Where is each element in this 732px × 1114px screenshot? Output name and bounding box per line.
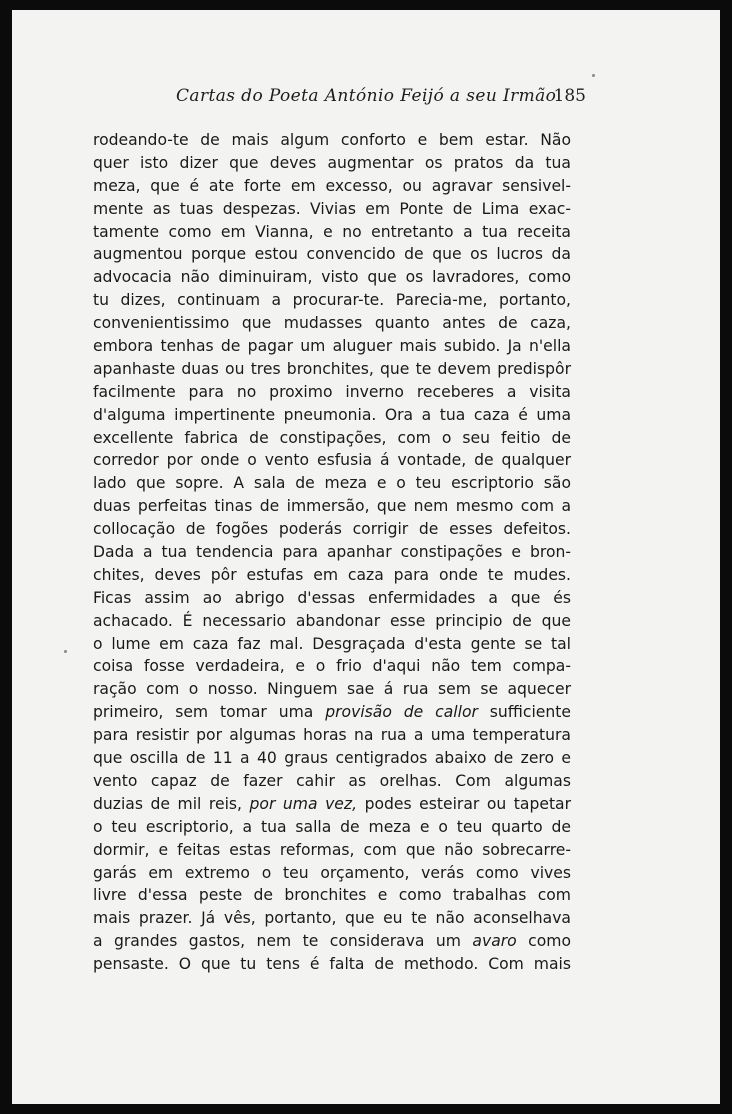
text-segment: excellente fabrica de constipações, com o seu feitio de	[93, 428, 571, 447]
text-segment: vento capaz de fazer cahir as orelhas. Com algumas	[93, 771, 571, 790]
text-line	[93, 862, 571, 885]
text-line	[93, 564, 571, 587]
running-header	[96, 86, 586, 116]
text-line	[93, 724, 571, 747]
text-segment: ração com o nosso. Ninguem sae á rua sem se aquecer	[93, 680, 571, 699]
text-line	[93, 427, 571, 450]
text-segment: primeiro, sem tomar uma	[93, 703, 326, 722]
text-segment: para resistir por algumas horas na rua a uma temperatura	[93, 726, 571, 745]
paper-speck	[592, 74, 595, 77]
text-segment: chites, deves pôr estufas em caza para onde te mudes.	[93, 565, 571, 584]
text-line	[93, 472, 571, 495]
text-segment: advocacia não diminuiram, visto que os lavradores, como	[93, 268, 571, 287]
text-segment: a grandes gastos, nem te considerava um	[93, 932, 473, 951]
text-line	[93, 381, 571, 404]
text-line	[93, 221, 571, 244]
italic-phrase: por uma vez,	[249, 794, 358, 813]
text-line	[93, 266, 571, 289]
text-line	[93, 884, 571, 907]
text-line	[93, 793, 571, 816]
text-line	[93, 152, 571, 175]
text-segment: embora tenhas de pagar um aluguer mais subido. Ja n'ella	[93, 337, 571, 356]
text-segment: como	[516, 932, 571, 951]
text-segment: o lume em caza faz mal. Desgraçada d'esta gente se tal	[93, 634, 571, 653]
text-line	[93, 610, 571, 633]
text-segment: sufficiente	[477, 703, 571, 722]
running-title: Cartas do Poeta António Feijó a seu Irmão	[176, 86, 557, 106]
text-segment: quer isto dizer que deves augmentar os pratos da tua	[93, 153, 571, 172]
text-line	[93, 358, 571, 381]
text-segment: Dada a tua tendencia para apanhar constipações e bron-	[93, 543, 571, 562]
text-segment: achacado. É necessario abandonar esse principio de que	[93, 611, 571, 630]
text-segment: d'alguma impertinente pneumonia. Ora a tua caza é uma	[93, 405, 571, 424]
paper-speck	[64, 650, 67, 653]
italic-phrase: provisão de callor	[325, 703, 478, 722]
text-segment: tamente como em Vianna, e no entretanto a tua receita	[93, 222, 571, 241]
text-line	[93, 633, 571, 656]
text-line	[93, 953, 571, 976]
text-segment: collocação de fogões poderás corrigir de esses defeitos.	[93, 520, 571, 539]
text-line	[93, 289, 571, 312]
text-segment: que oscilla de 11 a 40 graus centigrados abaixo de zero e	[93, 749, 571, 768]
text-segment: corredor por onde o vento esfusia á vontade, de qualquer	[93, 451, 571, 470]
book-page	[12, 10, 720, 1104]
text-line	[93, 655, 571, 678]
text-segment: mais prazer. Já vês, portanto, que eu te não aconselhava	[93, 909, 571, 928]
text-line	[93, 243, 571, 266]
text-line	[93, 198, 571, 221]
text-segment: podes esteirar ou tapetar	[357, 794, 572, 813]
text-segment: meza, que é ate forte em excesso, ou agravar sensivel-	[93, 176, 571, 195]
text-segment: tu dizes, continuam a procurar-te. Parecia-me, portanto,	[93, 291, 571, 310]
text-segment: apanhaste duas ou tres bronchites, que te devem predispôr	[93, 359, 571, 378]
text-segment: rodeando-te de mais algum conforto e bem estar. Não	[93, 131, 571, 149]
text-line	[93, 839, 571, 862]
text-line	[93, 312, 571, 335]
text-line	[93, 495, 571, 518]
text-line	[93, 335, 571, 358]
text-segment: pensaste. O que tu tens é falta de methodo. Com mais	[93, 955, 571, 974]
page-number: 185	[553, 86, 586, 106]
text-line	[93, 816, 571, 839]
text-line	[93, 907, 571, 930]
text-line	[93, 701, 571, 724]
text-segment: dormir, e feitas estas reformas, com que não sobrecarre-	[93, 840, 571, 859]
italic-phrase: avaro	[472, 932, 517, 951]
text-segment: lado que sopre. A sala de meza e o teu escriptorio são	[93, 474, 571, 493]
text-segment: duas perfeitas tinas de immersão, que nem mesmo com a	[93, 497, 571, 516]
text-segment: coisa fosse verdadeira, e o frio d'aqui não tem compa-	[93, 657, 571, 676]
text-segment: facilmente para no proximo inverno receberes a visita	[93, 382, 571, 401]
text-line	[93, 930, 571, 953]
text-segment: augmentou porque estou convencido de que os lucros da	[93, 245, 571, 264]
text-line	[93, 747, 571, 770]
text-line	[93, 449, 571, 472]
letter-body	[93, 129, 571, 976]
text-segment: duzias de mil reis,	[93, 794, 250, 813]
text-line	[93, 129, 571, 152]
text-line	[93, 770, 571, 793]
text-segment: convenientissimo que mudasses quanto antes de caza,	[93, 314, 571, 333]
text-segment: garás em extremo o teu orçamento, verás como vives	[93, 863, 571, 882]
text-segment: livre d'essa peste de bronchites e como trabalhas com	[93, 886, 571, 905]
text-segment: mente as tuas despezas. Vivias em Ponte de Lima exac-	[93, 199, 571, 218]
text-line	[93, 587, 571, 610]
text-line	[93, 518, 571, 541]
text-segment: o teu escriptorio, a tua salla de meza e o teu quarto de	[93, 817, 571, 836]
text-line	[93, 404, 571, 427]
text-line	[93, 541, 571, 564]
text-segment: Ficas assim ao abrigo d'essas enfermidades a que és	[93, 588, 571, 607]
text-line	[93, 175, 571, 198]
text-line	[93, 678, 571, 701]
